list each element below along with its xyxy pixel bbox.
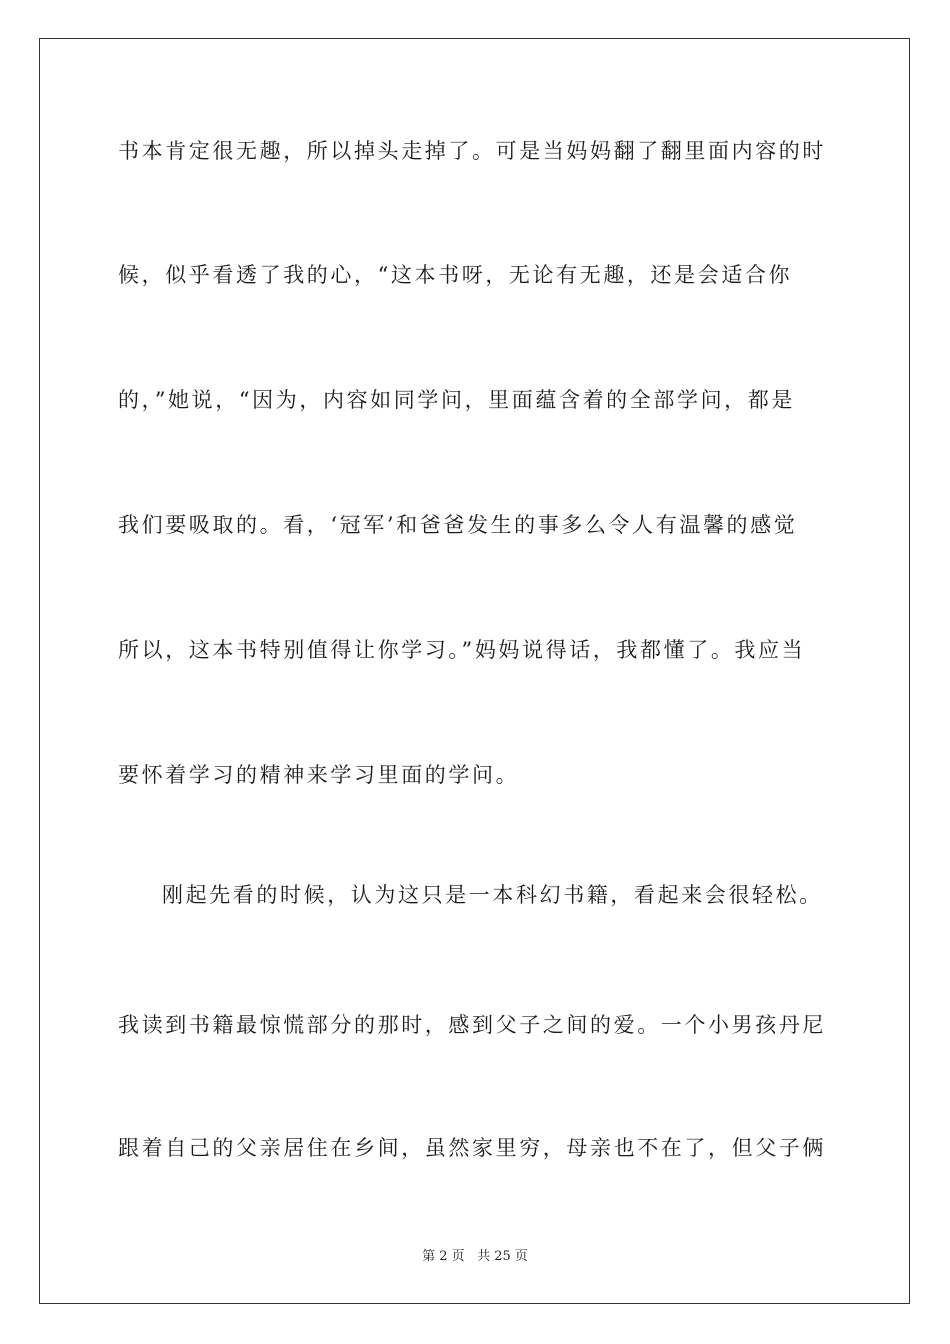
- body-line-7: 刚起先看的时候，认为这只是一本科幻书籍，看起来会很轻松。: [162, 883, 823, 907]
- body-line-1: 书本肯定很无趣，所以掉头走掉了。可是当妈妈翻了翻里面内容的时: [118, 139, 826, 163]
- page-border: [39, 38, 910, 1304]
- page-number: 第 2 页: [422, 1249, 465, 1264]
- page-footer: [0, 1245, 950, 1264]
- body-line-2: 候，似乎看透了我的心，“这本书呀，无论有无趣，还是会适合你: [118, 263, 793, 287]
- body-line-6: 要怀着学习的精神来学习里面的学问。: [118, 763, 520, 787]
- body-line-5: 所以，这本书特别值得让你学习。”妈妈说得话，我都懂了。我应当: [118, 638, 806, 662]
- body-line-3: 的，”她说，“因为，内容如同学问，里面蕴含着的全部学问，都是: [118, 388, 795, 412]
- body-line-4: 我们要吸取的。看，‘冠军’和爸爸发生的事多么令人有温馨的感觉: [118, 513, 798, 537]
- page-total: 共 25 页: [477, 1249, 528, 1264]
- body-line-8: 我读到书籍最惊慌部分的那时，感到父子之间的爱。一个小男孩丹尼: [118, 1013, 826, 1037]
- body-line-9: 跟着自己的父亲居住在乡间，虽然家里穷，母亲也不在了，但父子俩: [118, 1136, 826, 1160]
